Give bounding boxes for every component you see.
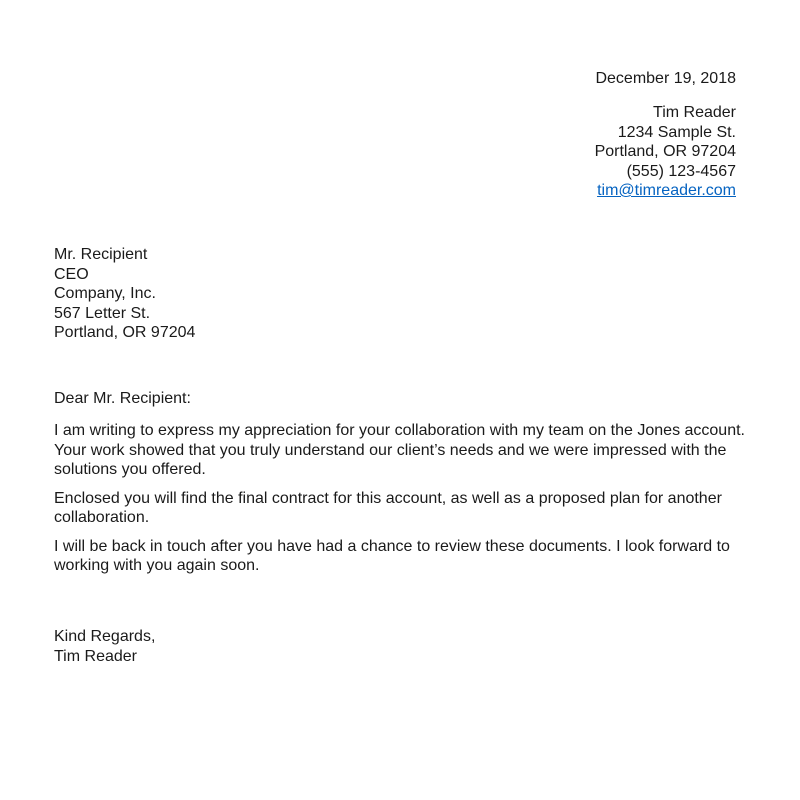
sender-city-state-zip: Portland, OR 97204 (594, 143, 736, 160)
recipient-city-state-zip: Portland, OR 97204 (54, 324, 196, 341)
recipient-street: 567 Letter St. (54, 304, 151, 322)
recipient-title: CEO (54, 265, 89, 283)
sender-address-block (595, 103, 736, 201)
closing: Kind Regards, (54, 628, 156, 645)
recipient-company: Company, Inc. (54, 285, 156, 302)
salutation: Dear Mr. Recipient: (54, 390, 191, 407)
sender-phone: (555) 123-4567 (626, 162, 736, 180)
closing-block (54, 627, 155, 666)
sender-email-link[interactable]: tim@timreader.com (597, 182, 736, 199)
signature-name: Tim Reader (54, 647, 137, 665)
letter-body (54, 421, 746, 585)
body-paragraph-3: I will be back in touch after you have had a chance to review these documents. I look forward to working with you again soon. (54, 537, 730, 574)
sender-name: Tim Reader (653, 104, 736, 121)
body-paragraph-2: Enclosed you will find the final contract for this account, as well as a proposed plan for another collaboration. (54, 489, 722, 526)
sender-street: 1234 Sample St. (617, 123, 736, 141)
recipient-address-block (54, 245, 195, 343)
letter-date: December 19, 2018 (595, 70, 736, 87)
body-paragraph-1: I am writing to express my appreciation for your collaboration with my team on the Jones account. Your work showed that you truly understand our client’s needs and we were impressed with the solutions you offered. (54, 422, 745, 478)
recipient-name: Mr. Recipient (54, 246, 148, 263)
